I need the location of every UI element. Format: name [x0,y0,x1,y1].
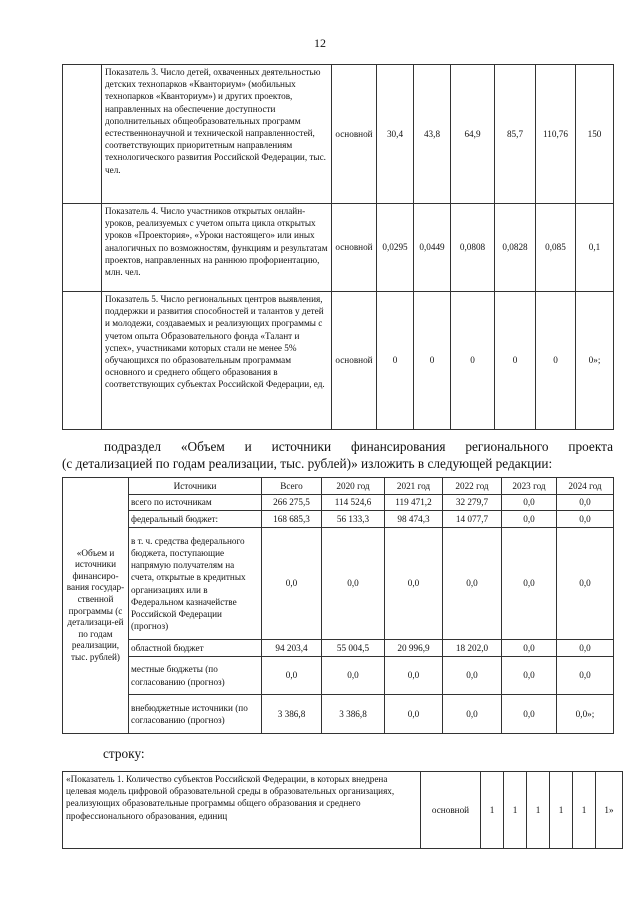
column-header: 2022 год [443,478,502,495]
header-row [63,478,614,495]
value-cell: 3 386,8 [322,695,385,734]
value-cell: 0 [495,292,536,430]
value-cell: 0 [451,292,495,430]
value-cell: 55 004,5 [322,640,385,657]
value-cell: 0,0 [262,528,322,640]
value-cell: 0,0 [502,657,557,695]
value-cell: 0,0808 [451,204,495,292]
value-cell: 0,0 [502,495,557,511]
value-cell: 1 [527,772,550,849]
value-cell: 1 [573,772,596,849]
table-row [63,528,614,640]
table-row [63,204,614,292]
value-cell: 0,0 [262,657,322,695]
value-cell: 0,0 [443,528,502,640]
value-cell: 85,7 [495,65,536,204]
column-header: Источники [129,478,262,495]
value-cell: 0,0 [557,511,614,528]
empty-cell [63,65,102,204]
value-cell: 0 [536,292,576,430]
value-cell: 0,0»; [557,695,614,734]
value-cell: 56 133,3 [322,511,385,528]
indicator-text: Показатель 3. Число детей, охваченных деятельностью детских технопарков «Кванториум» (мобильных технопарков «Кванториум») и других проектов, направленных на обеспечение доступности дополнительных общеобразовательных программ естественнонаучной и технической направленностей, соответствующих приоритетным направлениям технологического развития Российской Федерации, тыс. чел. [102,65,332,204]
value-cell: 150 [576,65,614,204]
table-row [63,657,614,695]
value-cell: 119 471,2 [385,495,443,511]
empty-cell [63,204,102,292]
source-cell: областной бюджет [129,640,262,657]
value-cell: 0»; [576,292,614,430]
value-cell: 64,9 [451,65,495,204]
value-cell: 1 [481,772,504,849]
value-cell: 18 202,0 [443,640,502,657]
value-cell: 266 275,5 [262,495,322,511]
value-cell: 0,1 [576,204,614,292]
value-cell: 32 279,7 [443,495,502,511]
value-cell: 0,0828 [495,204,536,292]
indicator-text: «Показатель 1. Количество субъектов Российской Федерации, в которых внедрена целевая модель цифровой образовательной среды в образовательных организациях, реализующих образовательные программы общего образования и среднего профессионального образования, единиц [63,772,421,849]
indicator-type: основной [332,65,377,204]
value-cell: 0,0 [322,528,385,640]
value-cell: 0,0 [557,657,614,695]
value-cell: 0 [414,292,451,430]
indicator-row-table [62,771,623,849]
table-row [63,511,614,528]
value-cell: 1 [550,772,573,849]
source-cell: местные бюджеты (по согласованию (прогноз) [129,657,262,695]
value-cell: 1» [596,772,623,849]
value-cell: 43,8 [414,65,451,204]
column-header: 2023 год [502,478,557,495]
paragraph-line: (с детализацией по годам реализации, тыс. рублей)» изложить в следующей редакции: [62,456,553,471]
value-cell: 0,0 [502,695,557,734]
table-row [63,292,614,430]
page-number: 12 [314,36,326,50]
value-cell: 14 077,7 [443,511,502,528]
table-row [63,772,623,849]
column-header: Всего [262,478,322,495]
table-row [63,65,614,204]
value-cell: 0,0 [502,528,557,640]
value-cell: 0,0 [557,528,614,640]
column-header: 2024 год [557,478,614,495]
value-cell: 0,0295 [377,204,414,292]
value-cell: 0,0 [557,495,614,511]
value-cell: 0,0 [322,657,385,695]
value-cell: 0,0 [385,528,443,640]
value-cell: 168 685,3 [262,511,322,528]
value-cell: 1 [504,772,527,849]
financing-table [62,477,614,734]
paragraph-line: подраздел «Объем и источники финансирования регионального проекта [104,439,613,454]
source-cell: федеральный бюджет: [129,511,262,528]
source-cell: всего по источникам [129,495,262,511]
value-cell: 20 996,9 [385,640,443,657]
table-row [63,640,614,657]
value-cell: 0,0 [557,640,614,657]
indicator-type: основной [421,772,481,849]
paragraph-line: строку: [103,746,145,761]
value-cell: 0,0 [502,511,557,528]
value-cell: 0 [377,292,414,430]
empty-cell [63,292,102,430]
source-cell: внебюджетные источники (по согласованию (прогноз) [129,695,262,734]
value-cell: 0,085 [536,204,576,292]
value-cell: 0,0449 [414,204,451,292]
value-cell: 94 203,4 [262,640,322,657]
table-row [63,695,614,734]
indicator-type: основной [332,292,377,430]
indicator-type: основной [332,204,377,292]
value-cell: 0,0 [502,640,557,657]
value-cell: 30,4 [377,65,414,204]
value-cell: 114 524,6 [322,495,385,511]
indicators-table [62,64,614,430]
source-cell: в т. ч. средства федерального бюджета, поступающие напрямую получателям на счета, открытые в кредитных организациях или в Федеральном казначействе Российской Федерации (прогноз) [129,528,262,640]
row-label: «Объем и источники финансиро-вания государ-ственной программы (с детализаци-ей по годам реализации, тыс. рублей) [63,478,129,734]
value-cell: 110,76 [536,65,576,204]
value-cell: 0,0 [385,657,443,695]
value-cell: 98 474,3 [385,511,443,528]
value-cell: 0,0 [385,695,443,734]
value-cell: 3 386,8 [262,695,322,734]
indicator-text: Показатель 5. Число региональных центров выявления, поддержки и развития способностей и талантов у детей и молодежи, создаваемых и реализующих программы с учетом опыта Образовательного фонда «Талант и успех», участниками которых стали не менее 5% обучающихся по образовательным программам основного и среднего общего образования в соответствующих субъектах Российской Федерации, ед. [102,292,332,430]
column-header: 2020 год [322,478,385,495]
value-cell: 0,0 [443,695,502,734]
value-cell: 0,0 [443,657,502,695]
indicator-text: Показатель 4. Число участников открытых онлайн-уроков, реализуемых с учетом опыта цикла открытых уроков «Проектория», «Уроки настоящего» или иных аналогичных по возможностям, функциям и результатам проектов, направленных на раннюю профориентацию, млн. чел. [102,204,332,292]
column-header: 2021 год [385,478,443,495]
table-row [63,495,614,511]
